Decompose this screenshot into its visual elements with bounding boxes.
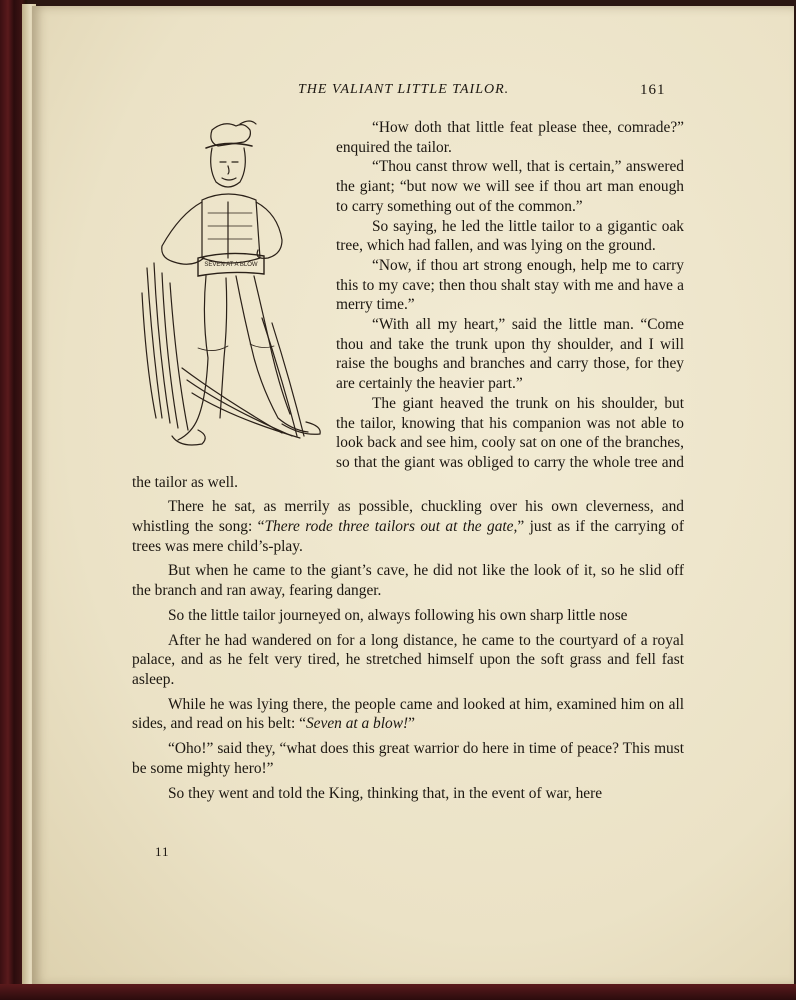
paragraph-7-end: ” just as if the carrying of trees was mere child’s-play. [132, 518, 684, 555]
cover-edge [0, 984, 796, 1000]
belt-motto: Seven at a blow! [305, 715, 409, 733]
paragraph-7 [132, 497, 684, 556]
paragraph-9: So the little tailor journeyed on, always following his own sharp little nose [168, 606, 628, 624]
tailor-illustration [132, 118, 332, 463]
paragraph-8: But when he came to the giant’s cave, he did not like the look of it, so he slid off the branch and ran away, fearing danger. [132, 562, 684, 600]
signature-mark: 11 [155, 844, 170, 859]
song-title: There rode three tailors out at the gate, [264, 518, 518, 536]
paragraph-5: “With all my heart,” said the little man. “Come thou and take the trunk upon thy shoulder, and I will raise the boughs and branches and carry those, for they are certainly the heavier part.” [336, 316, 684, 393]
paragraph-11-end: ” [408, 715, 415, 733]
paragraph-2: “Thou canst throw well, that is certain,” answered the giant; “but now we will see if thou art man enough to carry something out of the common.” [336, 158, 684, 215]
page-number: 161 [640, 82, 666, 98]
paragraph-6: The giant heaved the trunk on his shoulder, but the tailor, knowing that his companion was not able to look back and see him, cooly sat on one of the branches, so that the giant was obliged to carry the whole tree and the tailor as well. [132, 394, 684, 491]
paragraph-13: So they went and told the King, thinking that, in the event of war, here [168, 784, 603, 802]
paragraph-12: “Oho!” said they, “what does this great warrior do here in time of peace? This must be some mighty hero!” [132, 740, 684, 777]
belt-inscription: SEVEN AT A BLOW [204, 262, 258, 268]
paragraph-11-start: While he was lying there, the people came and looked at him, examined him on all sides, and read on his belt: “ [132, 695, 684, 733]
paragraph-7-start: There he sat, as merrily as possible, chuckling over his own cleverness, and whistling the song: “ [132, 498, 684, 536]
paragraph-4: “Now, if thou art strong enough, help me to carry this to my cave; then thou shalt stay with me and have a merry time.” [336, 256, 684, 314]
tailor-drawing [132, 118, 332, 463]
paragraph-10: After he had wandered on for a long distance, he came to the courtyard of a royal palace, and as he felt very tired, he stretched himself upon the soft grass and fell fast asleep. [132, 631, 684, 688]
body-text [132, 118, 684, 803]
paragraph-1: “How doth that little feat please thee, comrade?” enquired the tailor. [336, 119, 684, 156]
paragraph-11 [132, 695, 684, 734]
running-title: THE VALIANT LITTLE TAILOR. [298, 82, 510, 97]
paragraph-3: So saying, he led the little tailor to a gigantic oak tree, which had fallen, and was lying on the ground. [336, 217, 684, 255]
running-header [0, 82, 796, 104]
